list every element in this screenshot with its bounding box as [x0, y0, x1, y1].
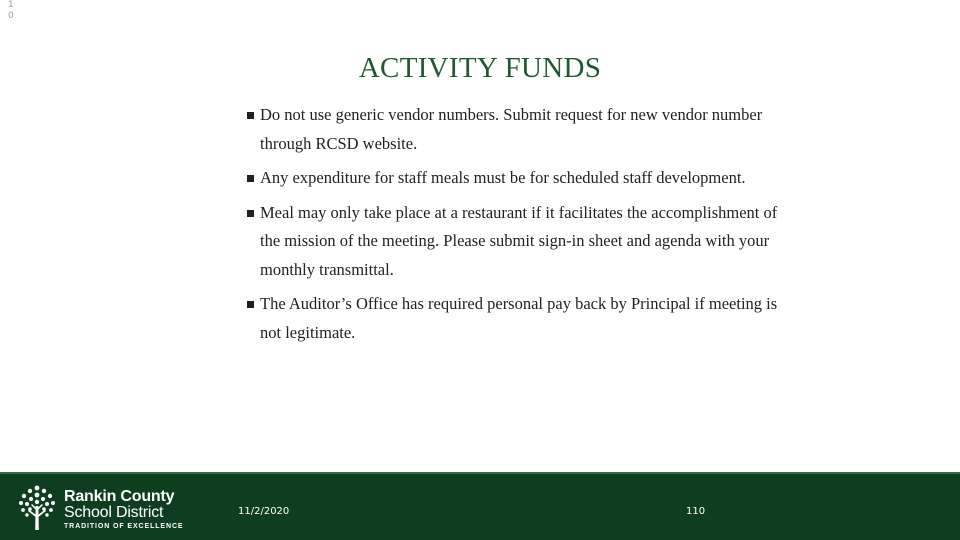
bullet-item-vendor-numbers: [245, 101, 785, 158]
bullet-text: Do not use generic vendor numbers. Submit request for new vendor number through RCSD website.: [260, 105, 763, 153]
logo-name-line1: Rankin County: [64, 488, 175, 505]
footer-bar: [0, 472, 960, 540]
footer-date: 11/2/2020: [238, 506, 290, 517]
district-logo: [16, 484, 191, 534]
bullet-list: [245, 101, 785, 353]
corner-marks: [8, 0, 14, 22]
bullet-item-restaurant: [245, 199, 785, 285]
bullet-item-staff-meals: [245, 164, 785, 193]
logo-tagline: TRADITION OF EXCELLENCE: [64, 523, 184, 530]
square-bullet-icon: [247, 301, 254, 308]
slide-title: ACTIVITY FUNDS: [358, 52, 602, 84]
square-bullet-icon: [247, 112, 254, 119]
logo-name-line2: School District: [64, 504, 164, 521]
bullet-item-auditor: [245, 290, 785, 347]
tree-icon: [16, 484, 58, 532]
corner-mark-top: 1: [8, 0, 14, 10]
slide-number: 110: [686, 506, 706, 517]
corner-mark-bottom: 0: [8, 11, 14, 21]
square-bullet-icon: [247, 210, 254, 217]
bullet-text: Any expenditure for staff meals must be for scheduled staff development.: [260, 168, 746, 187]
bullet-text: The Auditor’s Office has required personal pay back by Principal if meeting is not legitimate.: [260, 294, 778, 342]
square-bullet-icon: [247, 175, 254, 182]
bullet-text: Meal may only take place at a restaurant if it facilitates the accomplishment of the mission of the meeting. Please submit sign-in sheet and agenda with your monthly transmittal.: [260, 202, 778, 279]
